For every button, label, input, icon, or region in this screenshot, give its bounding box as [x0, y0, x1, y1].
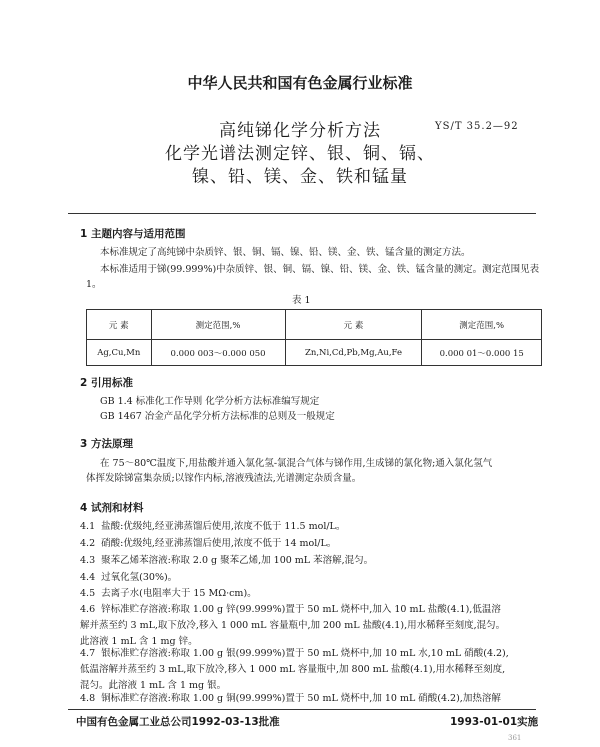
standard-number: YS/T 35.2—92: [435, 121, 519, 132]
item-text: 锌标准贮存溶液:称取 1.00 g 锌(99.999%)置于 50 mL 烧杯中,加入 10 mL 盐酸(4.1),低温溶: [101, 604, 501, 615]
table-1: [86, 309, 542, 366]
footer-approval: 中国有色金属工业总公司1992-03-13批准: [76, 716, 280, 728]
section-3-title: 3 方法原理: [80, 438, 133, 450]
item-4-5: [80, 588, 540, 600]
table-cell: 0.000 01～0.000 15: [422, 340, 542, 366]
title-rule: [68, 213, 536, 214]
item-number: 4.3: [80, 555, 96, 566]
item-text: 过氧化氢(30%)。: [101, 572, 178, 583]
item-4-4: [80, 572, 540, 584]
title-line-2: 化学光谱法测定锌、银、铜、镉、: [165, 144, 435, 164]
table-caption: 表 1: [292, 295, 311, 306]
item-number: 4.1: [80, 521, 96, 532]
section-1-paragraph-2a: 本标准适用于锑(99.999%)中杂质锌、银、铜、镉、镍、铅、镁、金、铁、锰含量的测定。测定范围见表: [100, 264, 540, 275]
item-number: 4.2: [80, 538, 96, 549]
item-text: 铜标准贮存溶液:称取 1.00 g 铜(99.999%)置于 50 mL 烧杯中,加 10 mL 硝酸(4.2),加热溶解: [101, 693, 501, 704]
footer-implementation: 1993-01-01实施: [450, 716, 539, 728]
item-number: 4.6: [80, 604, 96, 615]
table-cell: Zn,Ni,Cd,Pb,Mg,Au,Fe: [285, 340, 422, 366]
table-header-range-1: 测定范围,%: [151, 310, 285, 340]
page-number: 361: [508, 734, 522, 742]
item-4-3: [80, 555, 540, 567]
item-text: 银标准贮存溶液:称取 1.00 g 银(99.999%)置于 50 mL 烧杯中,加 10 mL 水,10 mL 硝酸(4.2),: [101, 648, 509, 659]
table-header-element-1: 元 素: [87, 310, 152, 340]
item-text: 去离子水(电阻率大于 15 MΩ·cm)。: [101, 588, 257, 599]
item-number: 4.4: [80, 572, 96, 583]
item-text: 低温溶解并蒸至约 3 mL,取下放冷,移入 1 000 mL 容量瓶中,加 800 mL 盐酸(4.1),用水稀释至刻度,: [80, 664, 506, 675]
item-number: 4.8: [80, 693, 96, 704]
footer-rule: [68, 709, 536, 710]
item-text: 硝酸:优级纯,经亚沸蒸馏后使用,浓度不低于 14 mol/L。: [101, 538, 337, 549]
item-text: 聚苯乙烯苯溶液:称取 2.0 g 聚苯乙烯,加 100 mL 苯溶解,混匀。: [101, 555, 374, 566]
section-1-title: 1 主题内容与适用范围: [80, 228, 186, 240]
item-4-6: [80, 604, 540, 648]
section-1-paragraph-1: 本标准规定了高纯锑中杂质锌、银、铜、镉、镍、铅、镁、金、铁、锰含量的测定方法。: [100, 247, 471, 258]
table-header-element-2: 元 素: [285, 310, 422, 340]
title-line-3: 镍、铅、镁、金、铁和锰量: [192, 167, 408, 187]
item-number: 4.7: [80, 648, 96, 659]
item-4-8: [80, 693, 540, 705]
reference-2: GB 1467 冶金产品化学分析方法标准的总则及一般规定: [100, 411, 335, 422]
section-4-title: 4 试剂和材料: [80, 502, 144, 514]
item-4-2: [80, 538, 540, 550]
section-3-paragraph-1: 在 75～80℃温度下,用盐酸并通入氯化氢-氯混合气体与锑作用,生成锑的氯化物;通入氯化氢气: [100, 458, 493, 469]
reference-1: GB 1.4 标准化工作导则 化学分析方法标准编写规定: [100, 396, 320, 407]
table-cell: Ag,Cu,Mn: [87, 340, 152, 366]
section-3-paragraph-2: 体挥发除锑富集杂质;以镓作内标,溶液残渣法,光谱测定杂质含量。: [86, 473, 362, 484]
item-text: 解并蒸至约 3 mL,取下放冷,移入 1 000 mL 容量瓶中,加 200 mL 盐酸(4.1),用水稀释至刻度,混匀。: [80, 620, 506, 631]
table-cell: 0.000 003～0.000 050: [151, 340, 285, 366]
item-4-1: [80, 521, 540, 533]
section-1-paragraph-2b: 1。: [86, 279, 102, 290]
table-header-range-2: 测定范围,%: [422, 310, 542, 340]
item-4-7: [80, 648, 540, 692]
section-2-title: 2 引用标准: [80, 377, 133, 389]
title-line-1: 高纯锑化学分析方法: [219, 121, 381, 141]
document-header: 中华人民共和国有色金属行业标准: [187, 74, 413, 92]
item-text: 此溶液 1 mL 含 1 mg 锌。: [80, 636, 198, 647]
item-text: 混匀。此溶液 1 mL 含 1 mg 银。: [80, 680, 227, 691]
item-number: 4.5: [80, 588, 96, 599]
item-text: 盐酸:优级纯,经亚沸蒸馏后使用,浓度不低于 11.5 mol/L。: [101, 521, 346, 532]
